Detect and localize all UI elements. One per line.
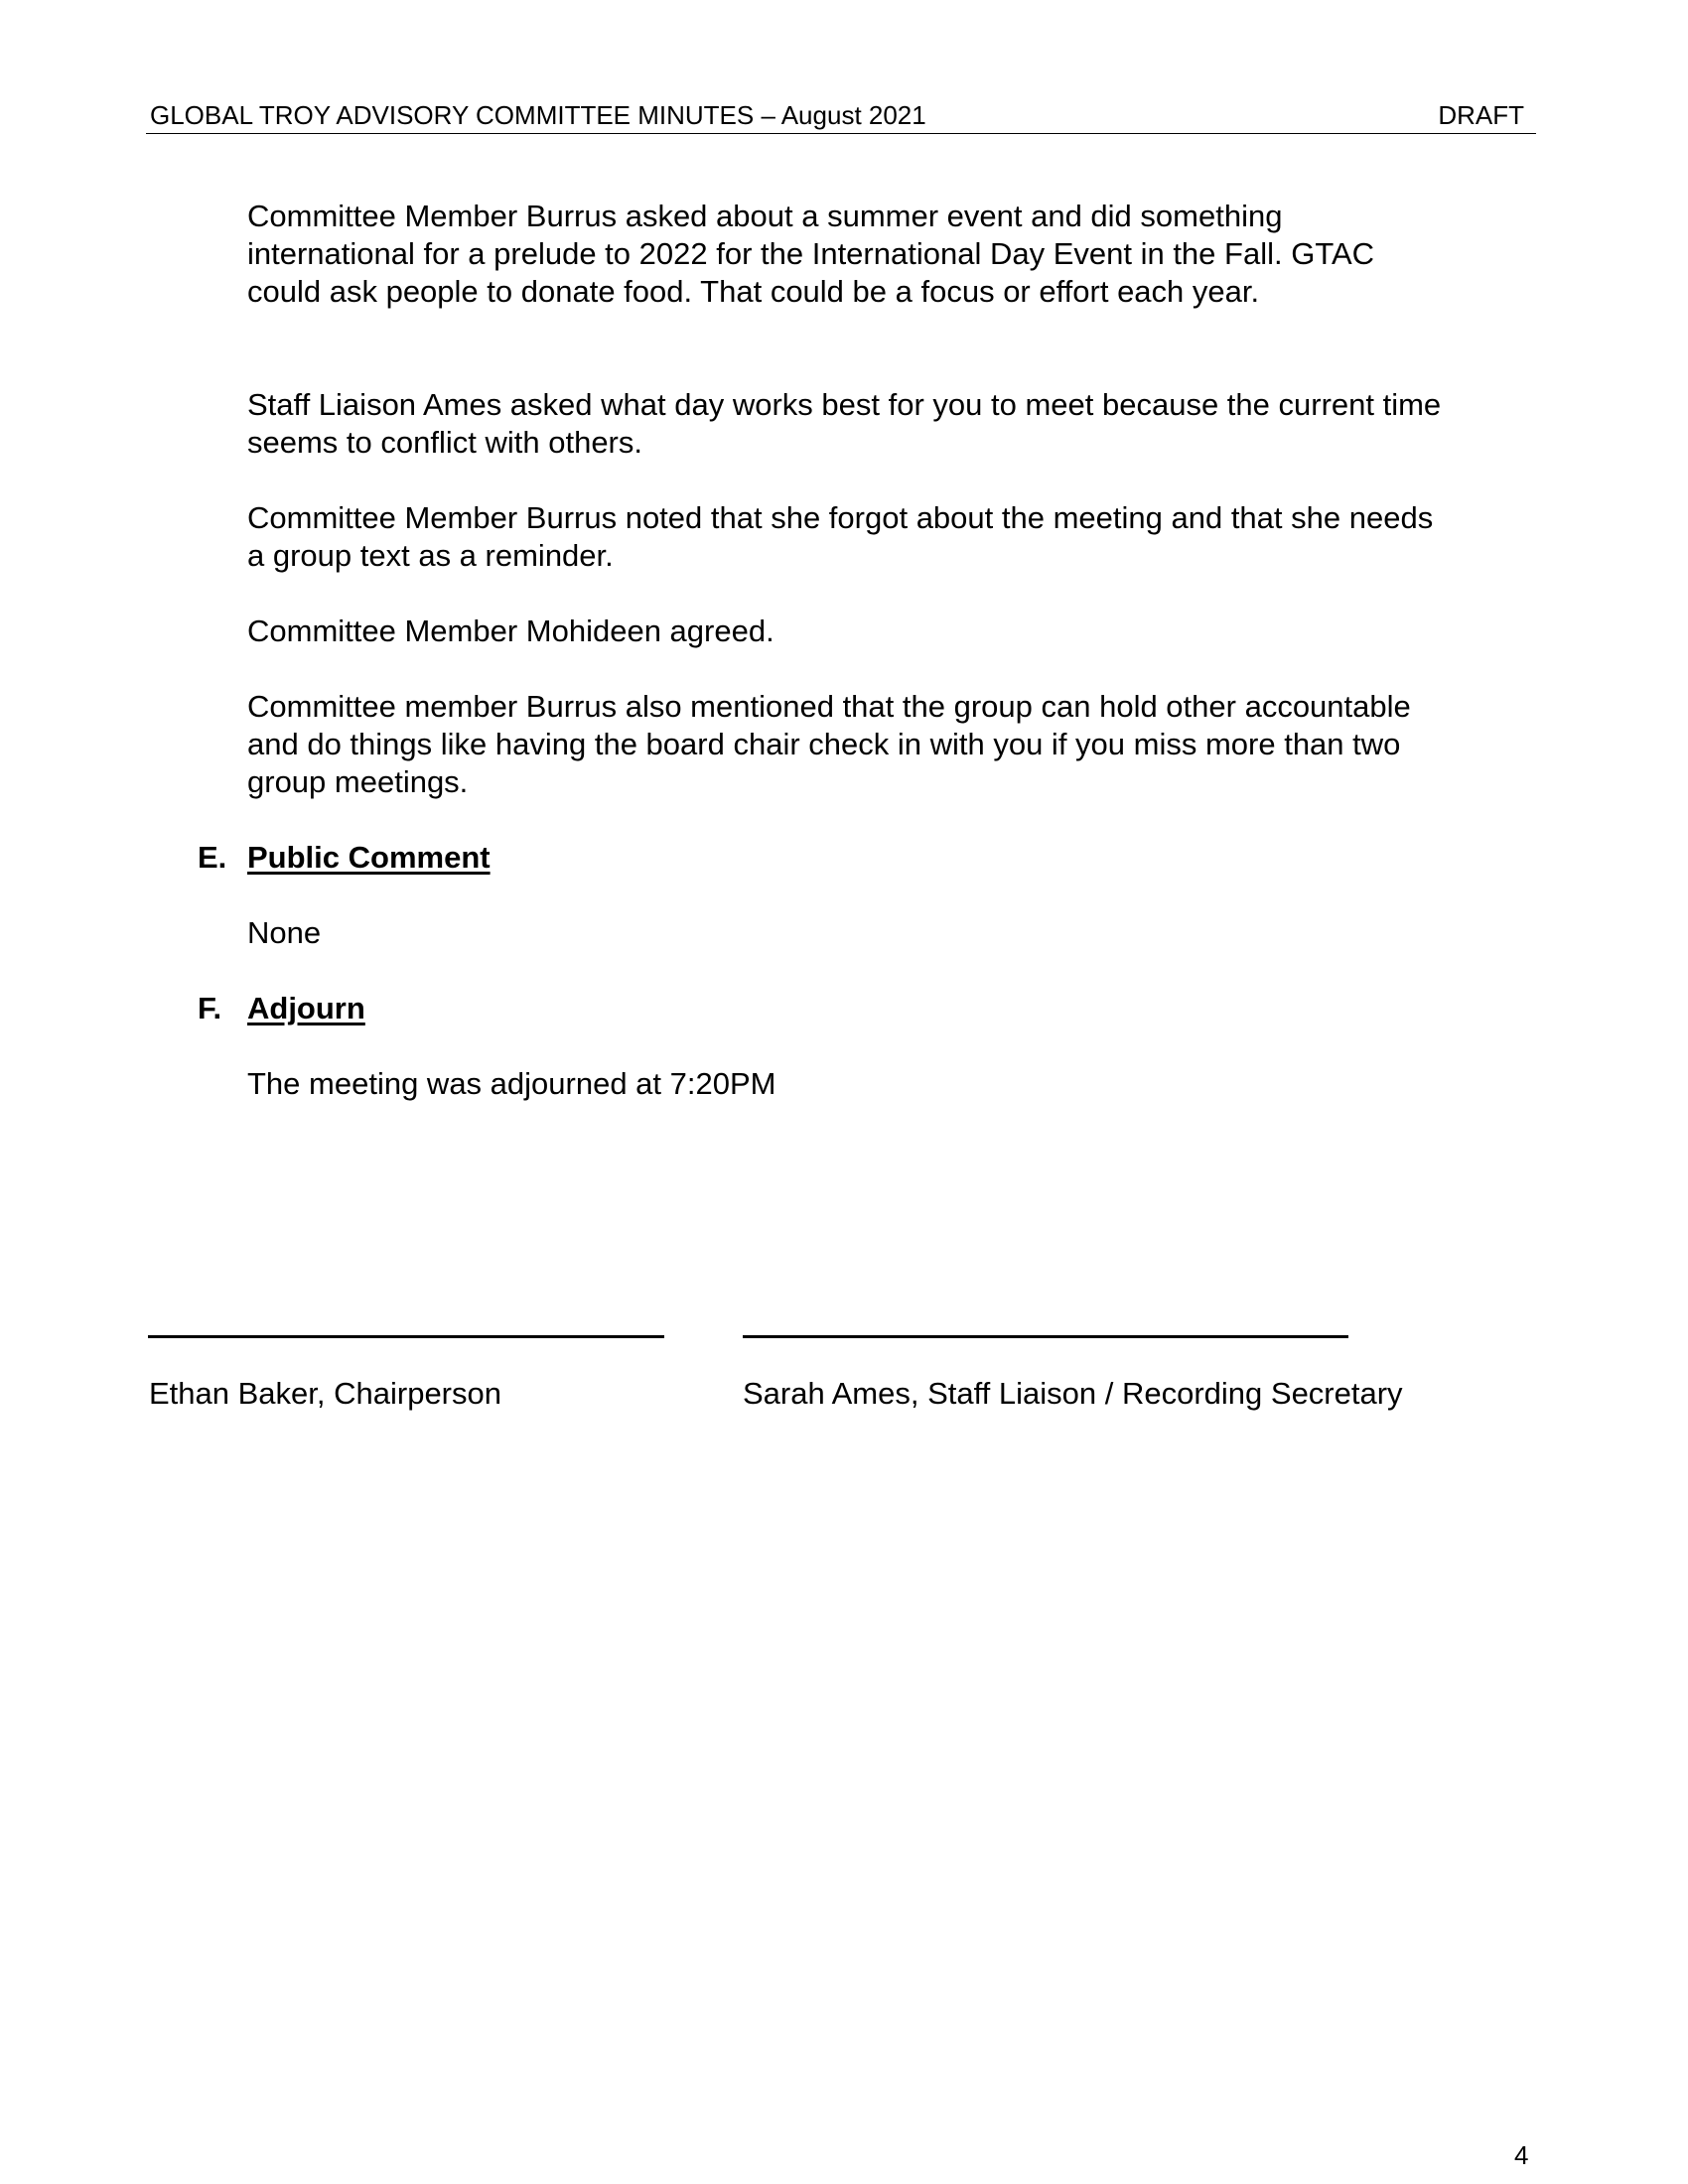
secretary-signature-line [743,1335,1348,1338]
page-number: 4 [1514,2140,1529,2170]
paragraph-meeting-day: Staff Liaison Ames asked what day works best for you to meet because the current time seems to conflict with others. [247,387,1442,460]
public-comment-content: None [247,915,322,950]
draft-label: DRAFT [1438,100,1524,130]
adjourn-content: The meeting was adjourned at 7:20PM [247,1066,776,1101]
paragraph-accountability: Committee member Burrus also mentioned that the group can hold other accountable and do things like having the board chair check in with you if you miss more than two group meetings. [247,689,1411,799]
secretary-signature-label: Sarah Ames, Staff Liaison / Recording Secretary [743,1376,1403,1411]
chairperson-signature-label: Ethan Baker, Chairperson [149,1376,501,1411]
paragraph-agreement: Committee Member Mohideen agreed. [247,614,774,648]
page-header [146,97,1536,134]
header-title: GLOBAL TROY ADVISORY COMMITTEE MINUTES – August 2021 [150,100,926,130]
section-letter: E. [198,840,227,875]
paragraph-reminder: Committee Member Burrus noted that she forgot about the meeting and that she needs a group text as a reminder. [247,500,1434,573]
section-letter: F. [198,991,222,1025]
section-title: Public Comment [247,840,491,875]
section-public-comment [198,839,1548,877]
minutes-body [198,198,1548,1103]
section-adjourn [198,990,1548,1027]
paragraph-summer-event: Committee Member Burrus asked about a summer event and did something international for a prelude to 2022 for the International Day Event in the Fall. GTAC could ask people to donate food. That could be a focus or effort each year. [247,199,1375,309]
chairperson-signature-line [148,1335,664,1338]
section-title: Adjourn [247,991,365,1025]
